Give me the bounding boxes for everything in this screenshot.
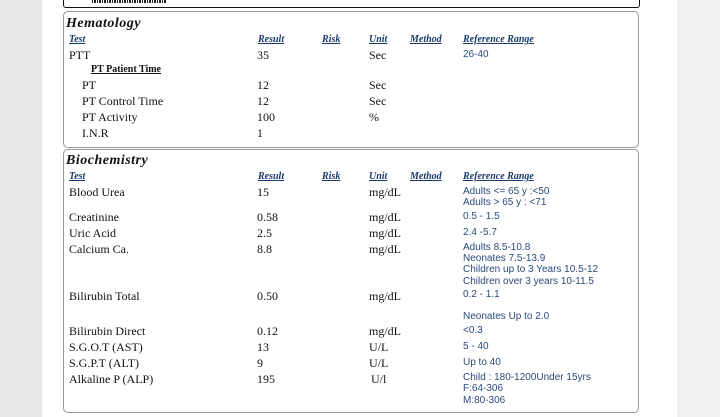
test-name: PTT [69, 48, 91, 62]
test-name: Blood Urea [69, 185, 125, 199]
reference-range: 2.4 -5.7 [463, 227, 497, 238]
test-name: Calcium Ca. [69, 242, 129, 256]
reference-range: 0.2 - 1.1 [463, 289, 500, 300]
test-name: Alkaline P (ALP) [69, 372, 154, 386]
reference-range: Neonates 7.5-13.9 [463, 253, 546, 264]
subgroup-title: PT Patient Time [91, 64, 161, 75]
col-header-result: Result [258, 171, 285, 182]
unit-value: U/L [369, 340, 389, 354]
col-header-method: Method [410, 171, 442, 182]
result-value: 0.50 [257, 289, 278, 303]
reference-range: Adults <= 65 y :<50 [463, 186, 550, 197]
reference-range: Adults > 65 y : <71 [463, 197, 547, 208]
unit-value: mg/dL [369, 289, 401, 303]
col-header-result: Result [258, 34, 285, 45]
test-name: S.G.P.T (ALT) [69, 356, 140, 370]
result-value: 12 [257, 94, 269, 108]
col-header-risk: Risk [322, 171, 341, 182]
result-value: 0.58 [257, 210, 278, 224]
reference-range: Child : 180-1200Under 15yrs [463, 372, 591, 383]
result-value: 15 [257, 185, 269, 199]
result-value: 195 [257, 372, 275, 386]
biochemistry-panel [63, 149, 639, 413]
result-value: 35 [257, 48, 269, 62]
col-header-test: Test [69, 34, 86, 45]
col-header-unit: Unit [369, 34, 388, 45]
unit-value: mg/dL [369, 226, 401, 240]
reference-range: M:80-306 [463, 395, 506, 406]
unit-value: mg/dL [369, 242, 401, 256]
result-value: 12 [257, 78, 269, 92]
unit-value: Sec [369, 94, 387, 108]
reference-range: Neonates Up to 2.0 [463, 311, 550, 322]
section-title: Hematology [66, 16, 141, 31]
reference-range: 5 - 40 [463, 341, 489, 352]
test-name: Bilirubin Direct [69, 324, 146, 338]
test-name: Uric Acid [69, 226, 116, 240]
col-header-reference: Reference Range [463, 171, 534, 182]
col-header-risk: Risk [322, 34, 341, 45]
col-header-unit: Unit [369, 171, 388, 182]
result-value: 13 [257, 340, 269, 354]
result-value: 100 [257, 110, 275, 124]
result-value: 2.5 [257, 226, 272, 240]
unit-value: mg/dL [369, 185, 401, 199]
unit-value: Sec [369, 48, 387, 62]
reference-range: Children over 3 years 10-11.5 [463, 276, 594, 287]
reference-range: Adults 8.5-10.8 [463, 242, 531, 253]
barcode [92, 0, 167, 3]
test-name: Bilirubin Total [69, 289, 140, 303]
test-name: S.G.O.T (AST) [69, 340, 143, 354]
result-value: 0.12 [257, 324, 278, 338]
col-header-test: Test [69, 171, 86, 182]
section-title: Biochemistry [66, 153, 149, 168]
hematology-panel [63, 11, 639, 148]
unit-value: % [369, 110, 379, 124]
result-value: 1 [257, 126, 263, 140]
test-name: PT [82, 78, 97, 92]
reference-range: 26-40 [463, 49, 489, 60]
test-name: PT Activity [82, 110, 138, 124]
reference-range: Children up to 3 Years 10.5-12 [463, 264, 599, 275]
unit-value: U/l [371, 372, 387, 386]
test-name: I.N.R [82, 126, 109, 140]
viewer-margin [677, 0, 720, 417]
unit-value: Sec [369, 78, 387, 92]
reference-range: 0.5 - 1.5 [463, 211, 500, 222]
test-name: Creatinine [69, 210, 119, 224]
unit-value: mg/dL [369, 324, 401, 338]
unit-value: mg/dL [369, 210, 401, 224]
unit-value: U/L [369, 356, 389, 370]
test-name: PT Control Time [82, 94, 164, 108]
result-value: 8.8 [257, 242, 272, 256]
result-value: 9 [257, 356, 263, 370]
reference-range: F:64-306 [463, 383, 504, 394]
reference-range: Up to 40 [463, 357, 501, 368]
col-header-reference: Reference Range [463, 34, 534, 45]
col-header-method: Method [410, 34, 442, 45]
reference-range: <0.3 [463, 325, 483, 336]
